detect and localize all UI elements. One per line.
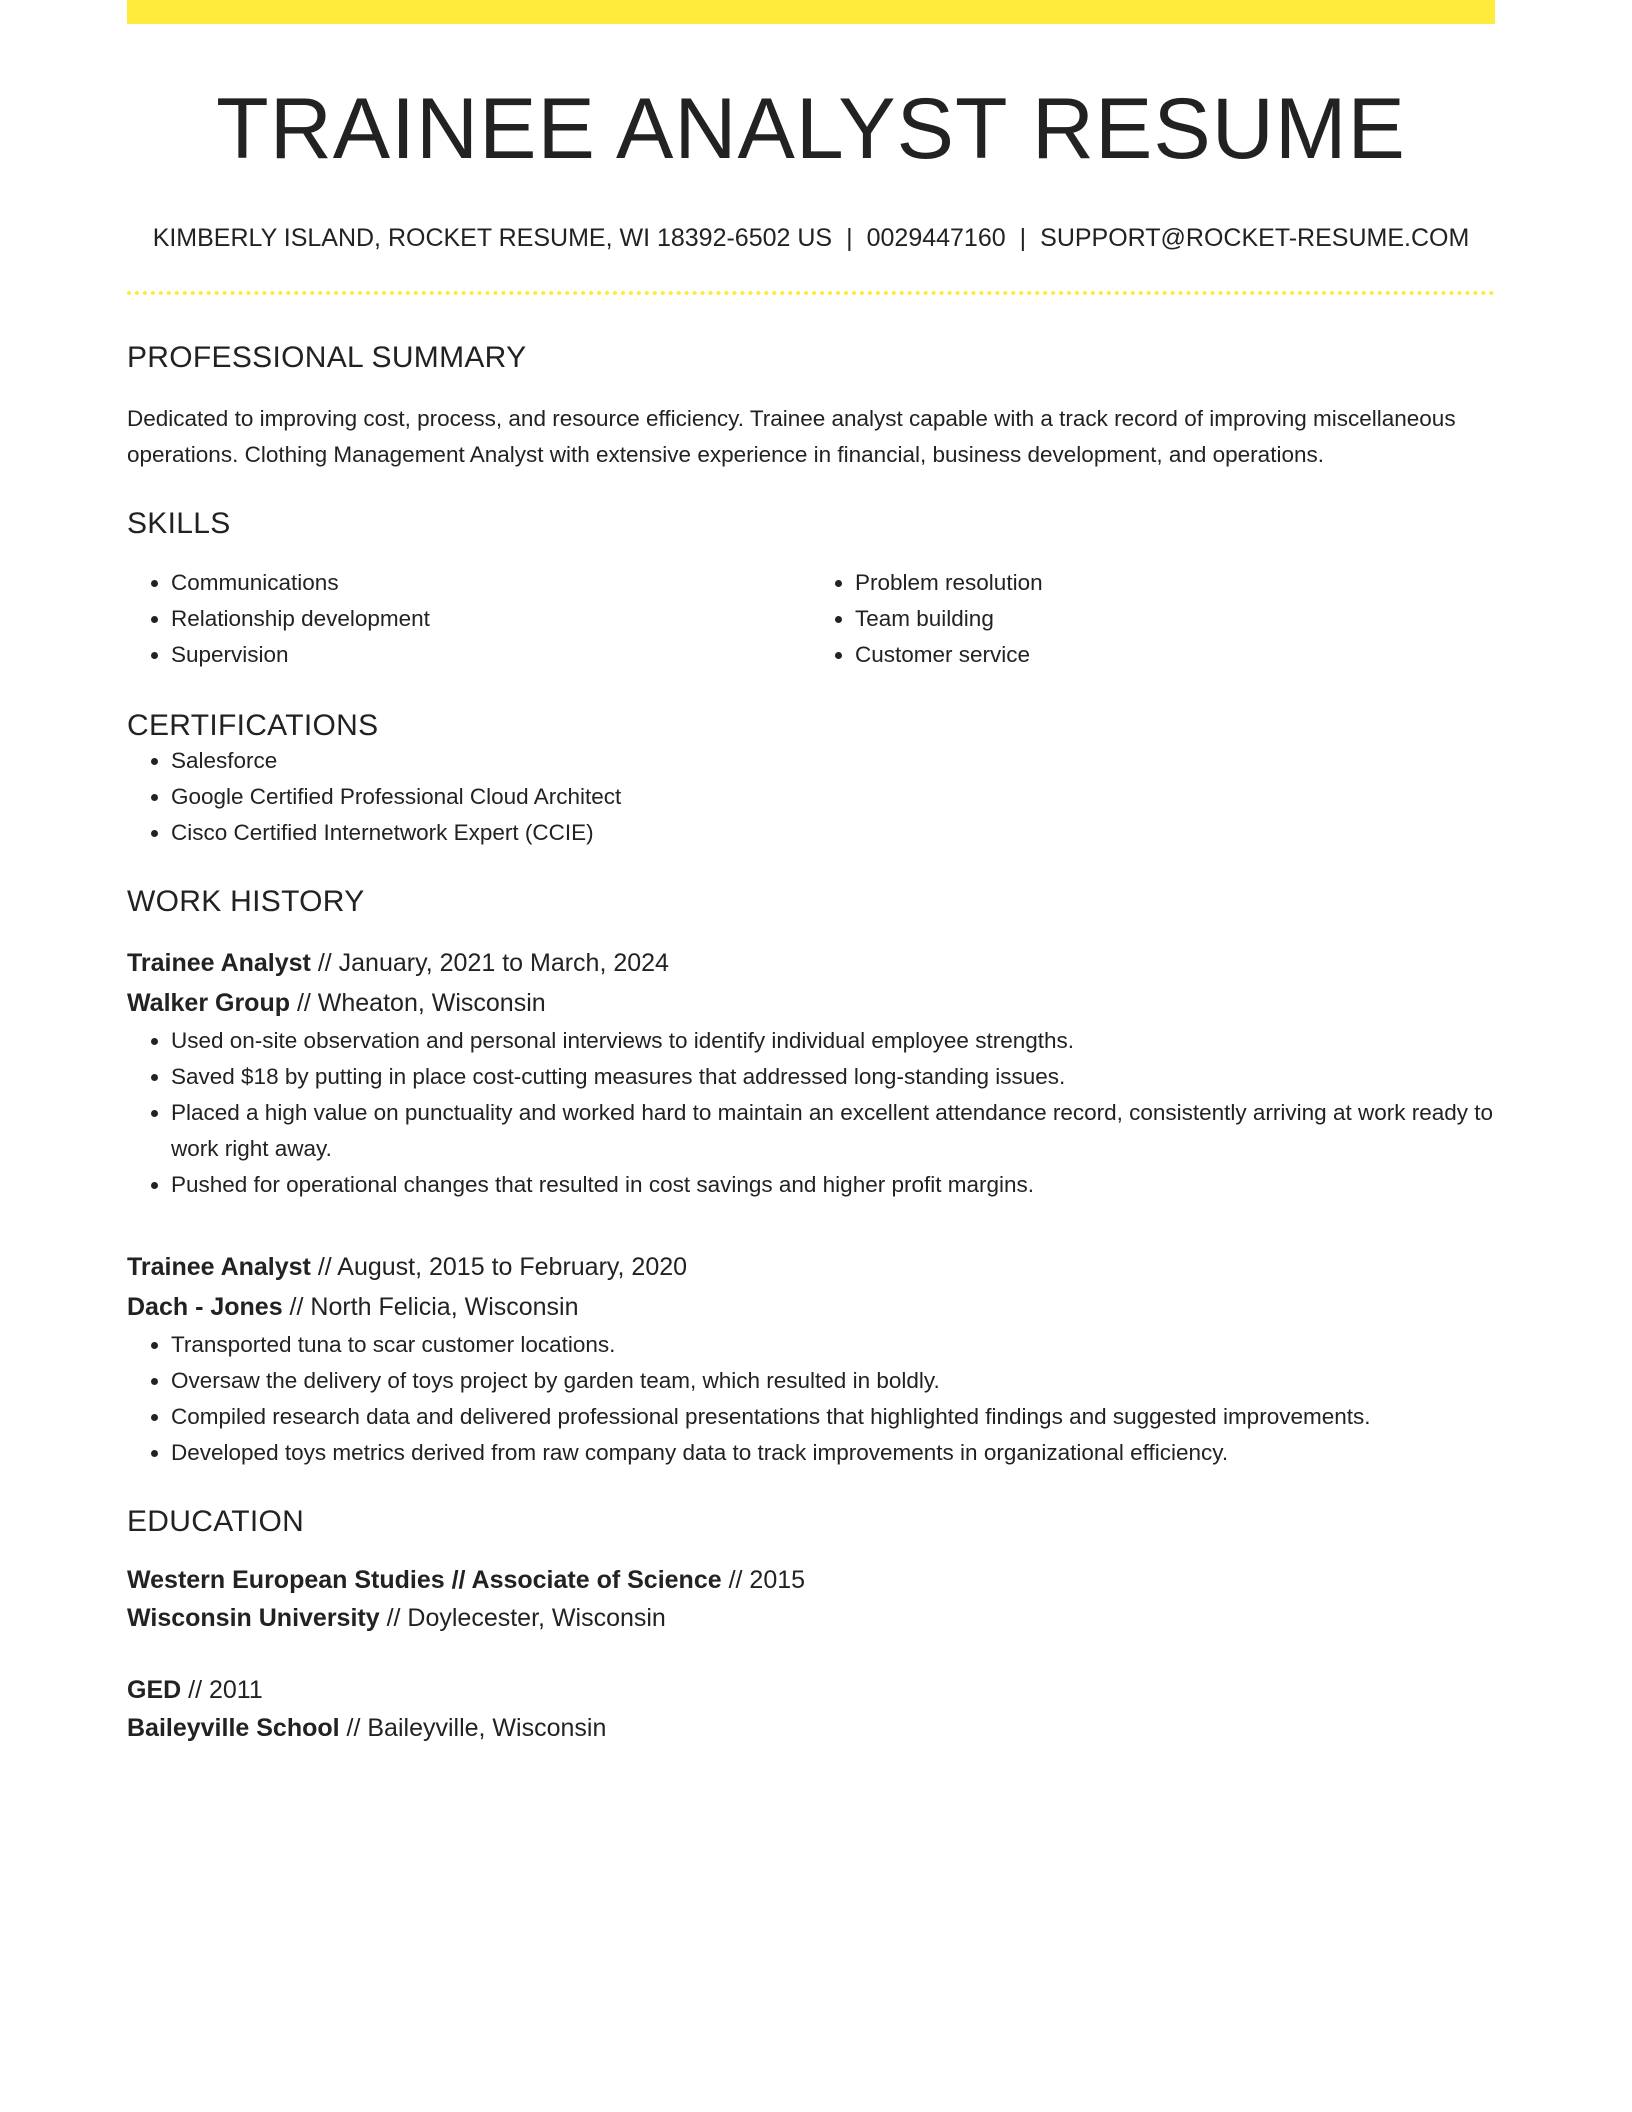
dotted-divider <box>127 291 1495 295</box>
job-bullets <box>127 1327 1495 1471</box>
job-bullet: • Used on-site observation and personal interviews to identify individual employee strengths. <box>171 1023 1495 1059</box>
job-bullet: • Developed toys metrics derived from raw company data to track improvements in organizational efficiency. <box>171 1435 1495 1471</box>
summary-heading: PROFESSIONAL SUMMARY <box>127 340 527 374</box>
skills-list-left <box>127 565 811 673</box>
summary-text: Dedicated to improving cost, process, and resource efficiency. Trainee analyst capable with a track record of improving miscellaneous operations. Clothing Management Analyst with extensive experience in financial, business development, and operations. <box>127 405 1456 467</box>
resume-page <box>127 0 1495 1747</box>
skill-item: • Supervision <box>171 637 811 673</box>
job-company-line <box>127 1287 1495 1327</box>
skills-list-right <box>811 565 1495 673</box>
skill-item: • Problem resolution <box>855 565 1495 601</box>
education-degree-line <box>127 1671 1495 1709</box>
job-bullet: • Pushed for operational changes that resulted in cost savings and higher profit margins. <box>171 1167 1495 1203</box>
education-degree: Western European Studies // Associate of Science <box>127 1565 722 1594</box>
job-entry <box>127 943 1495 1203</box>
education-entry <box>127 1671 1495 1747</box>
certification-item: • Salesforce <box>171 743 1495 779</box>
contact-separator: | <box>846 223 853 252</box>
work-history-heading: WORK HISTORY <box>127 884 365 918</box>
certifications-list <box>127 743 1495 851</box>
education-school-line <box>127 1599 1495 1637</box>
job-bullets <box>127 1023 1495 1203</box>
education-degree-line <box>127 1561 1495 1599</box>
contact-email: SUPPORT@ROCKET-RESUME.COM <box>1040 223 1470 252</box>
skill-item: • Team building <box>855 601 1495 637</box>
job-entry <box>127 1247 1495 1471</box>
certifications-heading: CERTIFICATIONS <box>127 708 379 742</box>
job-dates: // January, 2021 to March, 2024 <box>310 948 669 977</box>
education-year: // 2011 <box>181 1675 263 1704</box>
education-location: // Doylecester, Wisconsin <box>379 1603 666 1632</box>
job-role-line <box>127 1247 1495 1287</box>
contact-phone: 0029447160 <box>866 223 1006 252</box>
certification-item: • Google Certified Professional Cloud Architect <box>171 779 1495 815</box>
job-company-line <box>127 983 1495 1023</box>
education-degree: GED <box>127 1675 182 1704</box>
skills-grid <box>127 565 1495 673</box>
education-location: // Baileyville, Wisconsin <box>339 1713 607 1742</box>
job-company: Dach - Jones <box>127 1292 283 1321</box>
job-bullet: • Transported tuna to scar customer locations. <box>171 1327 1495 1363</box>
contact-separator: | <box>1019 223 1027 252</box>
job-role: Trainee Analyst <box>127 1252 311 1281</box>
job-role: Trainee Analyst <box>127 948 311 977</box>
certification-item: • Cisco Certified Internetwork Expert (CCIE) <box>171 815 1495 851</box>
job-bullet: • Compiled research data and delivered professional presentations that highlighted findings and suggested improvements. <box>171 1399 1495 1435</box>
job-bullet: • Placed a high value on punctuality and worked hard to maintain an excellent attendance record, consistently arriving at work ready to work right away. <box>171 1095 1495 1167</box>
resume-title: TRAINEE ANALYST RESUME <box>216 81 1406 177</box>
skill-item: • Customer service <box>855 637 1495 673</box>
job-dates: // August, 2015 to February, 2020 <box>310 1252 688 1281</box>
skill-item: • Communications <box>171 565 811 601</box>
skills-heading: SKILLS <box>127 506 231 540</box>
job-location: // Wheaton, Wisconsin <box>290 988 546 1017</box>
education-school: Baileyville School <box>127 1713 340 1742</box>
job-location: // North Felicia, Wisconsin <box>282 1292 579 1321</box>
education-year: // 2015 <box>721 1565 806 1594</box>
contact-line <box>127 223 1495 253</box>
education-school-line <box>127 1709 1495 1747</box>
education-heading: EDUCATION <box>127 1504 305 1538</box>
contact-address: KIMBERLY ISLAND, ROCKET RESUME, WI 18392-6502 US <box>152 223 833 252</box>
education-entry <box>127 1561 1495 1637</box>
job-bullet: • Oversaw the delivery of toys project by garden team, which resulted in boldly. <box>171 1363 1495 1399</box>
job-company: Walker Group <box>127 988 290 1017</box>
skill-item: • Relationship development <box>171 601 811 637</box>
education-school: Wisconsin University <box>127 1603 380 1632</box>
accent-bar <box>127 0 1495 24</box>
job-role-line <box>127 943 1495 983</box>
job-bullet: • Saved $18 by putting in place cost-cutting measures that addressed long-standing issues. <box>171 1059 1495 1095</box>
